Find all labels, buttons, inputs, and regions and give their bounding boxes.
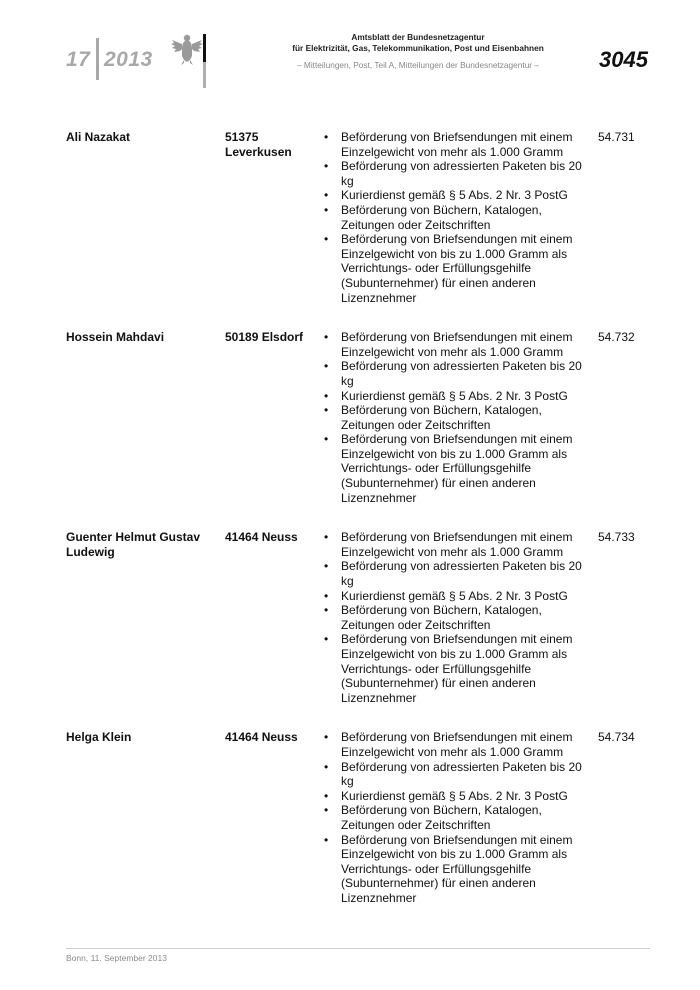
service-item: • Beförderung von Briefsendungen mit einem Einzelgewicht von mehr als 1.000 Gramm: [324, 330, 586, 359]
gazette-title-line1: Amtsblatt der Bundesnetzagentur: [351, 32, 485, 42]
service-item: • Beförderung von adressierten Paketen bis 20 kg: [324, 359, 586, 388]
service-item: • Beförderung von Büchern, Katalogen, Zeitungen oder Zeitschriften: [324, 803, 586, 832]
service-list: [324, 530, 586, 705]
page-number: 3045: [599, 47, 648, 72]
footer-divider: [66, 948, 650, 949]
licensee-entry: [66, 730, 650, 905]
service-item: • Beförderung von Büchern, Katalogen, Zeitungen oder Zeitschriften: [324, 203, 586, 232]
license-number: 54.731: [598, 130, 635, 144]
license-number: 54.732: [598, 330, 635, 345]
service-item: • Beförderung von Briefsendungen mit einem Einzelgewicht von mehr als 1.000 Gramm: [324, 730, 586, 759]
licensee-entry: [66, 130, 650, 305]
service-item: • Kurierdienst gemäß § 5 Abs. 2 Nr. 3 PostG: [324, 789, 586, 804]
service-item: • Kurierdienst gemäß § 5 Abs. 2 Nr. 3 PostG: [324, 589, 586, 604]
licensee-place: 51375 Leverkusen: [225, 130, 292, 159]
issue-number: 17: [66, 48, 91, 71]
service-item: • Beförderung von Briefsendungen mit einem Einzelgewicht von mehr als 1.000 Gramm: [324, 130, 586, 159]
service-list: [324, 130, 586, 305]
licensee-place: 41464 Neuss: [225, 730, 298, 745]
gazette-subtitle: – Mitteilungen, Post, Teil A, Mitteilungen der Bundesnetzagentur –: [297, 60, 539, 70]
service-item: • Beförderung von adressierten Paketen bis 20 kg: [324, 559, 586, 588]
service-item: • Beförderung von Briefsendungen mit einem Einzelgewicht von bis zu 1.000 Gramm als Verrichtungs- oder Erfüllungsgehilfe (Subunternehmer) für einen anderen Lizenznehmer: [324, 432, 586, 505]
federal-eagle-icon: [170, 32, 204, 66]
licensee-place: 50189 Elsdorf: [225, 330, 304, 345]
gazette-title-line2: für Elektrizität, Gas, Telekommunikation, Post und Eisenbahnen: [292, 43, 544, 53]
issue-divider: [96, 38, 99, 80]
license-number: 54.733: [598, 530, 635, 545]
service-list: [324, 330, 586, 505]
service-item: • Beförderung von Briefsendungen mit einem Einzelgewicht von mehr als 1.000 Gramm: [324, 530, 586, 559]
licensee-list: [66, 130, 650, 931]
page-header: [0, 0, 700, 90]
licensee-name: Hossein Mahdavi: [66, 330, 165, 345]
license-number: 54.734: [598, 730, 635, 745]
footer-place-date: Bonn, 11. September 2013: [66, 953, 167, 963]
emblem-bar-black: [203, 34, 206, 62]
licensee-name: Helga Klein: [66, 730, 132, 745]
service-item: • Beförderung von adressierten Paketen bis 20 kg: [324, 760, 586, 789]
service-item: • Beförderung von adressierten Paketen bis 20 kg: [324, 159, 586, 188]
service-item: • Beförderung von Büchern, Katalogen, Zeitungen oder Zeitschriften: [324, 403, 586, 432]
gazette-title: [228, 32, 608, 54]
service-item: • Beförderung von Briefsendungen mit einem Einzelgewicht von bis zu 1.000 Gramm als Verrichtungs- oder Erfüllungsgehilfe (Subunternehmer) für einen anderen Lizenznehmer: [324, 833, 586, 906]
service-item: • Kurierdienst gemäß § 5 Abs. 2 Nr. 3 PostG: [324, 188, 586, 203]
licensee-entry: [66, 530, 650, 705]
service-item: • Beförderung von Briefsendungen mit einem Einzelgewicht von bis zu 1.000 Gramm als Verrichtungs- oder Erfüllungsgehilfe (Subunternehmer) für einen anderen Lizenznehmer: [324, 632, 586, 705]
service-item: • Kurierdienst gemäß § 5 Abs. 2 Nr. 3 PostG: [324, 389, 586, 404]
licensee-name: Ali Nazakat: [66, 130, 131, 144]
service-item: • Beförderung von Briefsendungen mit einem Einzelgewicht von bis zu 1.000 Gramm als Verrichtungs- oder Erfüllungsgehilfe (Subunternehmer) für einen anderen Lizenznehmer: [324, 232, 586, 305]
issue-year: 2013: [104, 48, 153, 71]
service-item: • Beförderung von Büchern, Katalogen, Zeitungen oder Zeitschriften: [324, 603, 586, 632]
licensee-entry: [66, 330, 650, 505]
service-list: [324, 730, 586, 905]
licensee-place: 41464 Neuss: [225, 530, 298, 545]
licensee-name: Guenter Helmut Gustav Ludewig: [66, 530, 201, 559]
